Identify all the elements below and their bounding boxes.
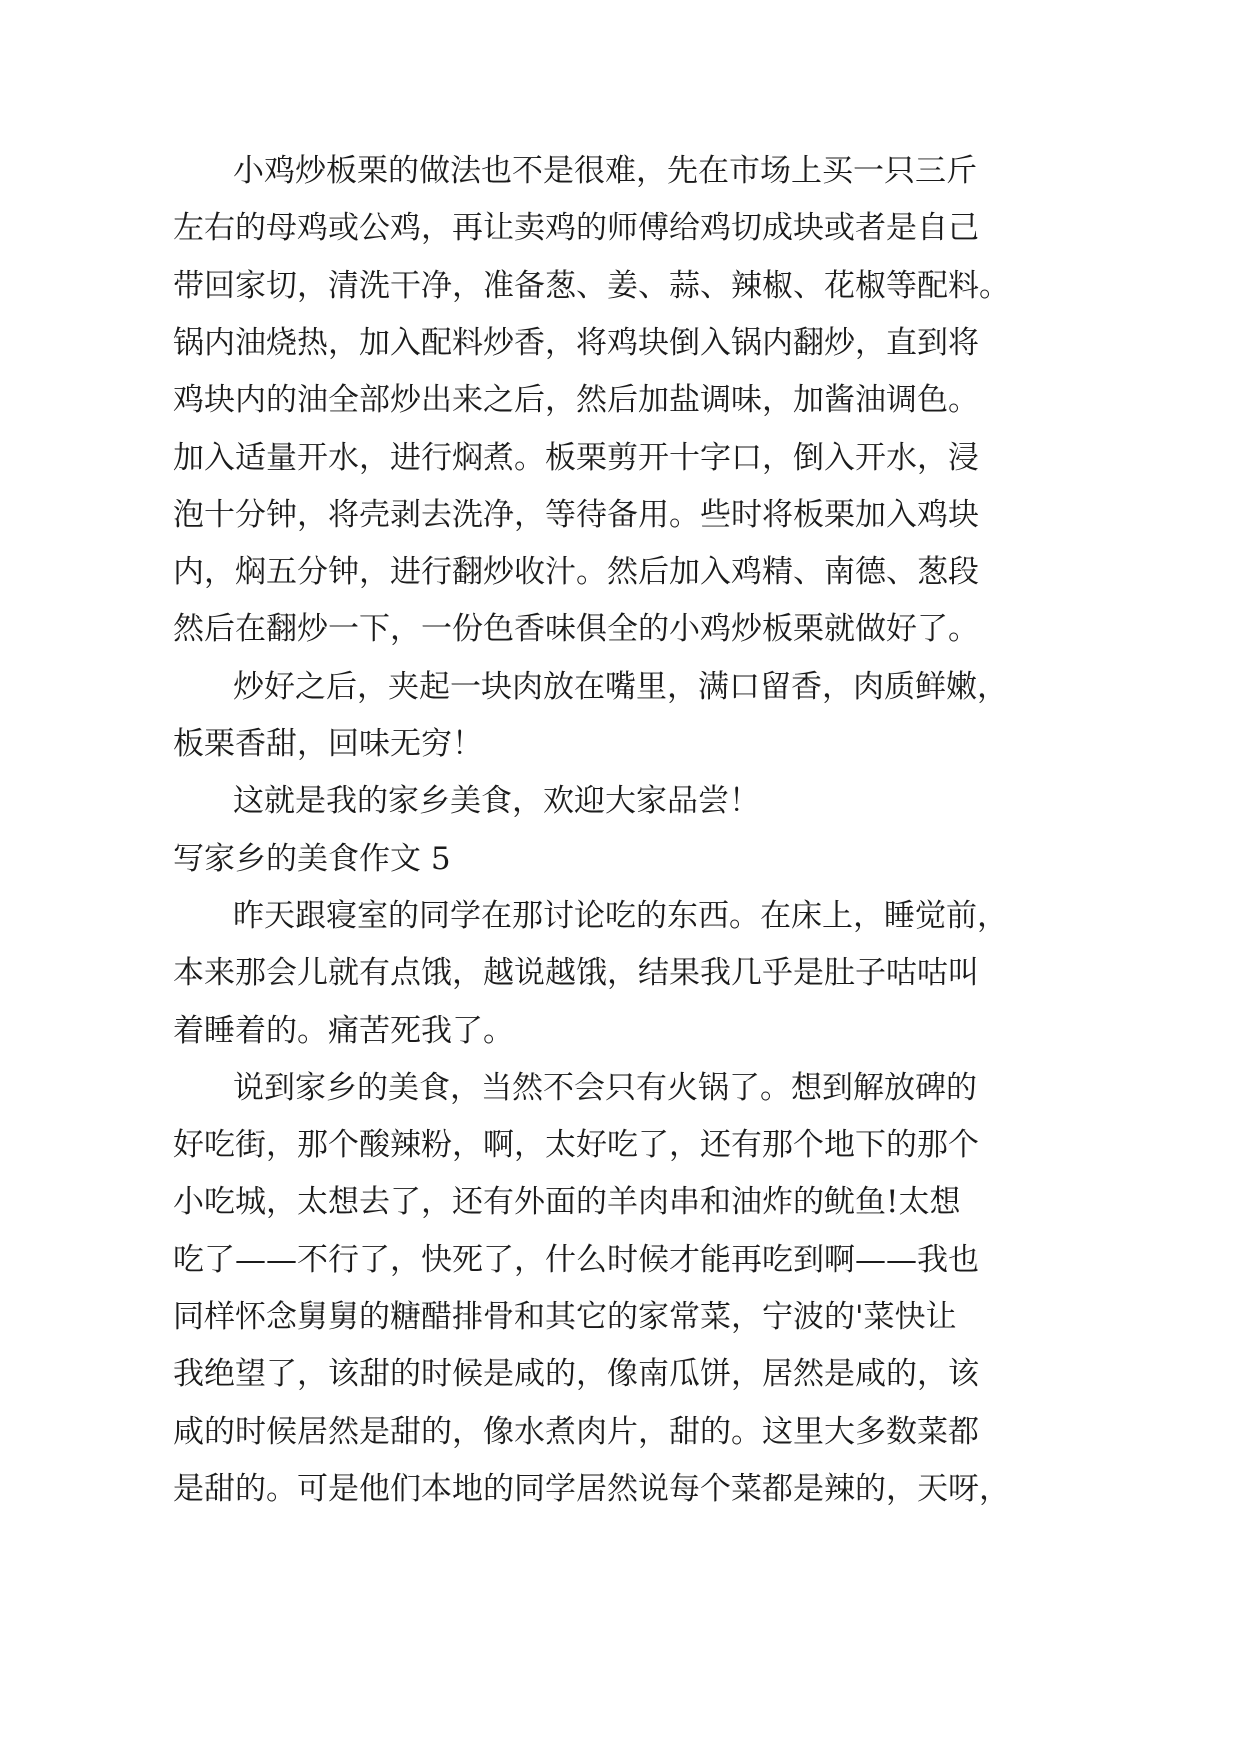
text-line: 昨天跟寝室的同学在那讨论吃的东西。在床上，睡觉前，: [233, 898, 1008, 934]
text-line: 本来那会儿就有点饿，越说越饿，结果我几乎是肚子咕咕叫: [173, 955, 979, 991]
text-line: 咸的时候居然是甜的，像水煮肉片，甜的。这里大多数菜都: [173, 1414, 979, 1450]
text-line: 同样怀念舅舅的糖醋排骨和其它的家常菜，宁波的'菜快让: [173, 1299, 957, 1335]
text-line: 说到家乡的美食，当然不会只有火锅了。想到解放碑的: [233, 1070, 977, 1106]
text-line: 泡十分钟，将壳剥去洗净，等待备用。些时将板栗加入鸡块: [173, 497, 979, 533]
text-line: 内，焖五分钟，进行翻炒收汁。然后加入鸡精、南德、葱段: [173, 554, 979, 590]
text-line: 好吃街，那个酸辣粉，啊，太好吃了，还有那个地下的那个: [173, 1127, 979, 1163]
text-line: 是甜的。可是他们本地的同学居然说每个菜都是辣的，天呀，: [173, 1471, 1010, 1507]
text-line: 着睡着的。痛苦死我了。: [173, 1013, 514, 1049]
text-line: 吃了——不行了，快死了，什么时候才能再吃到啊——我也: [173, 1242, 979, 1278]
text-line: 炒好之后，夹起一块肉放在嘴里，满口留香，肉质鲜嫩，: [233, 669, 1008, 705]
text-line: 我绝望了，该甜的时候是咸的，像南瓜饼，居然是咸的，该: [173, 1356, 979, 1392]
text-line: 锅内油烧热，加入配料炒香，将鸡块倒入锅内翻炒，直到将: [173, 325, 979, 361]
text-line: 加入适量开水，进行焖煮。板栗剪开十字口，倒入开水，浸: [173, 440, 979, 476]
text-line: 然后在翻炒一下，一份色香味俱全的小鸡炒板栗就做好了。: [173, 611, 979, 647]
text-line: 板栗香甜，回味无穷！: [173, 726, 483, 762]
text-line: 左右的母鸡或公鸡，再让卖鸡的师傅给鸡切成块或者是自己: [173, 210, 979, 246]
text-line: 小鸡炒板栗的做法也不是很难，先在市场上买一只三斤: [233, 153, 977, 189]
text-line: 鸡块内的油全部炒出来之后，然后加盐调味，加酱油调色。: [173, 382, 979, 418]
text-line: 这就是我的家乡美食，欢迎大家品尝！: [233, 783, 760, 819]
text-line: 小吃城，太想去了，还有外面的羊肉串和油炸的鱿鱼!太想: [173, 1184, 961, 1220]
text-line: 带回家切，清洗干净，准备葱、姜、蒜、辣椒、花椒等配料。: [173, 268, 1010, 304]
section-heading: 写家乡的美食作文 5: [173, 841, 451, 877]
